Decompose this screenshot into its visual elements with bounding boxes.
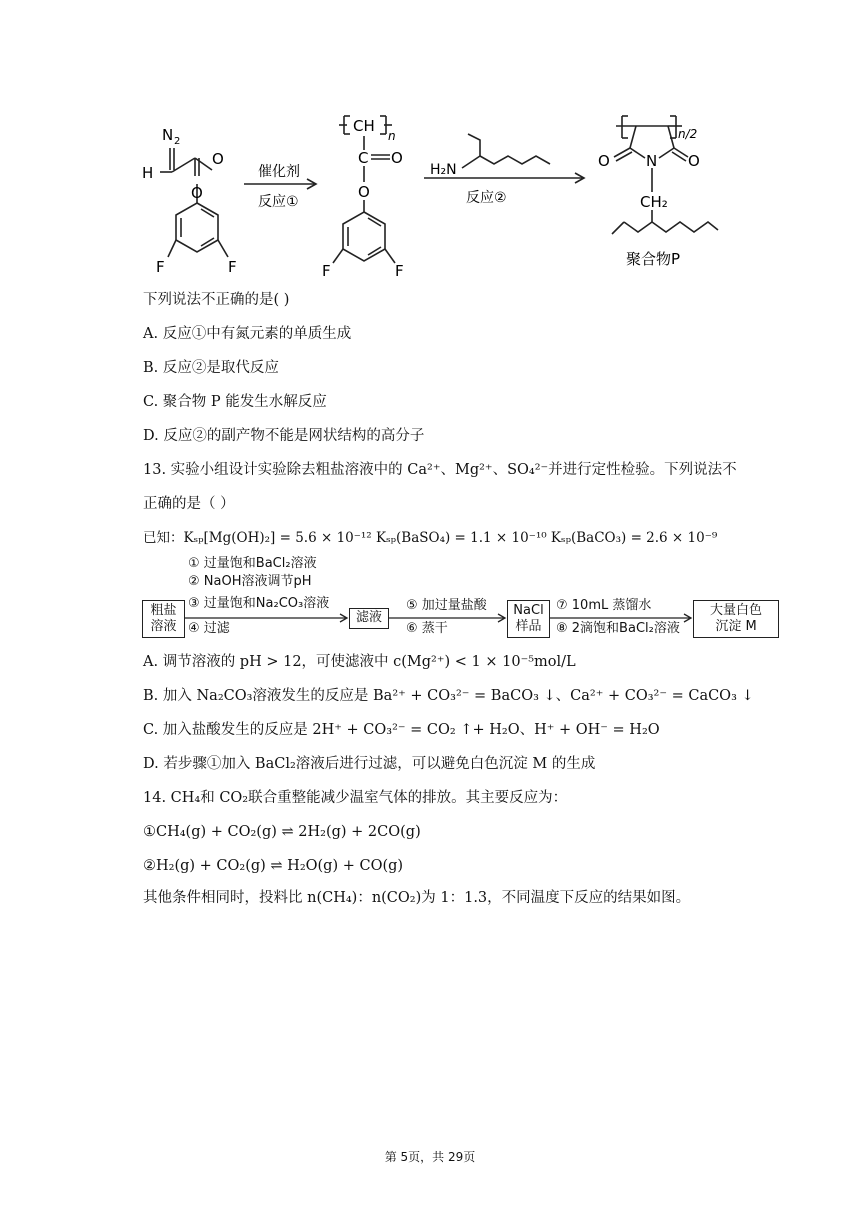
q12-option-a: A. 反应①中有氮元素的单质生成 [143, 326, 352, 342]
flow-step7: ⑦ 10mL 蒸馏水 [556, 598, 652, 613]
polymer-o-carbonyl: O [391, 149, 403, 167]
flow-step8: ⑧ 2滴饱和BaCl₂溶液 [556, 621, 680, 636]
flow-step5: ⑤ 加过量盐酸 [406, 598, 487, 613]
page-footer: 第 5页，共 29页 [384, 1150, 476, 1164]
q13-stem-line1: 13. 实验小组设计实验除去粗盐溶液中的 Ca²⁺、Mg²⁺、SO₄²⁻并进行定性检验。下列说法不 [143, 462, 737, 478]
product-ch2: CH₂ [640, 193, 668, 211]
product-o-right: O [688, 152, 700, 170]
flow-step1: ① 过量饱和BaCl₂溶液 [188, 556, 317, 571]
box1-line1: 粗盐 [150, 603, 177, 618]
polymer-f-left: F [322, 262, 331, 280]
q14-conditions: 其他条件相同时，投料比 n(CH₄)：n(CO₂)为 1：1.3，不同温度下反应的结果如图。 [143, 890, 691, 906]
q14-reaction-1: ①CH₄(g) + CO₂(g) ⇌ 2H₂(g) + 2CO(g) [143, 824, 421, 840]
box4-line1: 大量白色 [709, 603, 762, 618]
reactant-n2: N [162, 126, 174, 144]
polymer-n: n [388, 129, 396, 143]
reactant-f-right: F [228, 258, 237, 276]
box4-line2: 沉淀 M [715, 619, 757, 634]
reactant-h: H [142, 164, 154, 182]
q14-reaction-2: ②H₂(g) + CO₂(g) ⇌ H₂O(g) + CO(g) [143, 858, 404, 874]
flow-step2: ② NaOH溶液调节pH [188, 574, 312, 589]
flow-step3: ③ 过量饱和Na₂CO₃溶液 [188, 596, 330, 611]
box3-line1: NaCl [513, 603, 544, 618]
product-n-half: n/2 [678, 127, 698, 141]
q12-option-d: D. 反应②的副产物不能是网状结构的高分子 [143, 428, 425, 444]
q13-stem-line2: 正确的是（ ） [143, 496, 235, 512]
q12-option-c: C. 聚合物 P 能发生水解反应 [143, 394, 327, 410]
q12-question: 下列说法不正确的是( ) [143, 292, 290, 308]
arrow2-reaction-label: 反应② [466, 190, 507, 206]
q13-option-b: B. 加入 Na₂CO₃溶液发生的反应是 Ba²⁺ + CO₃²⁻ = BaCO₃ ↓、Ca²⁺ + CO₃²⁻ = CaCO₃ ↓ [143, 688, 754, 704]
box1-line2: 溶液 [150, 619, 177, 634]
q13-known-ksp: 已知：Kₛₚ[Mg(OH)₂] = 5.6 × 10⁻¹² Kₛₚ(BaSO₄) = 1.1 × 10⁻¹⁰ Kₛₚ(BaCO₃) = 2.6 × 10⁻⁹ [143, 530, 718, 546]
amine-label: H₂N [430, 162, 457, 178]
flow-step4: ④ 过滤 [188, 621, 230, 636]
product-o-left: O [598, 152, 610, 170]
reactant-f-left: F [156, 258, 165, 276]
q13-option-d: D. 若步骤①加入 BaCl₂溶液后进行过滤，可以避免白色沉淀 M 的生成 [143, 756, 596, 772]
reactant-o-ester: O [191, 184, 203, 202]
polymer-c: C [358, 149, 369, 167]
q12-option-b: B. 反应②是取代反应 [143, 360, 279, 376]
q13-option-a: A. 调节溶液的 pH > 12，可使滤液中 c(Mg²⁺) < 1 × 10⁻⁵mol/L [143, 654, 576, 670]
box2-text: 滤液 [355, 610, 382, 625]
q13-option-c: C. 加入盐酸发生的反应是 2H⁺ + CO₃²⁻ = CO₂ ↑+ H₂O、H⁺ + OH⁻ = H₂O [143, 722, 660, 738]
polymer-p-label: 聚合物P [626, 250, 681, 268]
box3-line2: 样品 [515, 619, 542, 634]
arrow1-catalyst: 催化剂 [258, 164, 300, 180]
arrow1-reaction-label: 反应① [258, 194, 299, 210]
reactant-n2-sub: 2 [174, 136, 181, 147]
reactant-o-carbonyl: O [212, 150, 224, 168]
q14-stem: 14. CH₄和 CO₂联合重整能减少温室气体的排放。其主要反应为： [143, 790, 568, 806]
polymer-o-ester: O [358, 183, 370, 201]
product-n: N [646, 152, 658, 170]
polymer-ch: CH [353, 117, 375, 135]
polymer-f-right: F [395, 262, 404, 280]
flow-step6: ⑥ 蒸干 [406, 621, 448, 636]
